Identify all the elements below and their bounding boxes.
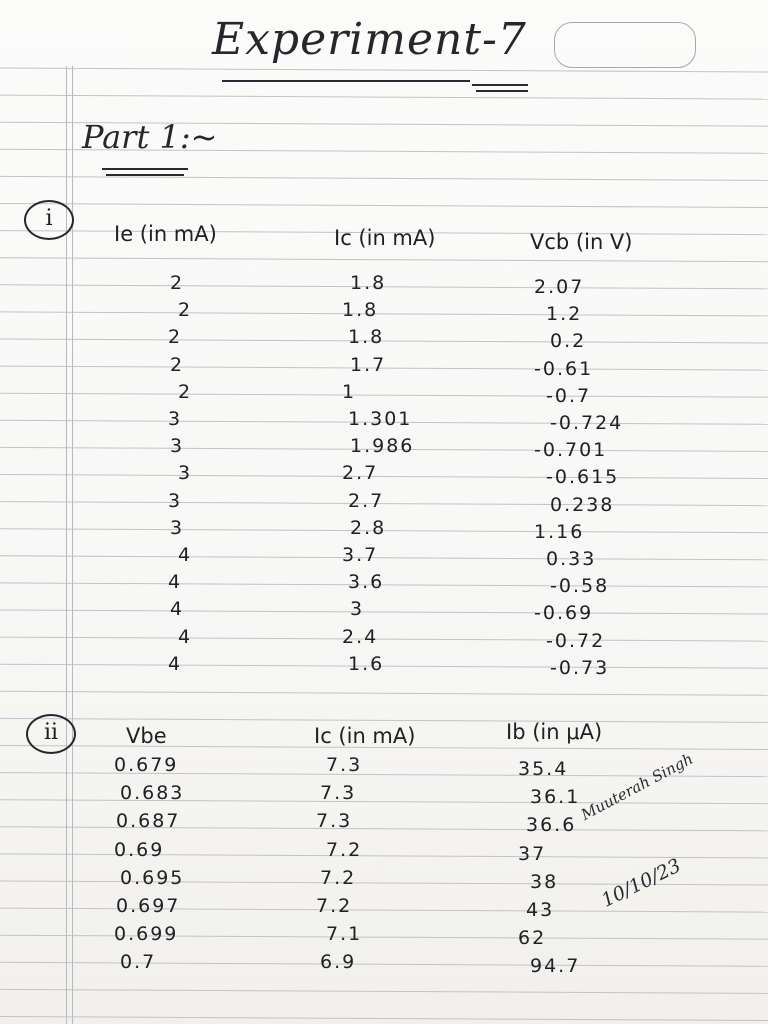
table-cell: 3.7 [342,544,379,566]
table-cell: 7.3 [320,782,357,805]
table-cell: 0.2 [550,330,587,353]
rule-line [0,176,768,180]
table-cell: 1.986 [350,435,415,458]
header-vcb: Vcb (in V) [530,230,633,254]
table-cell: 3 [168,408,183,430]
table-cell: -0.69 [534,602,594,625]
table-cell: 0.699 [114,923,179,946]
table-cell: 0.679 [114,754,179,776]
table-cell: 2 [168,326,183,349]
section-marker-ii: ii [26,714,76,754]
table-cell: 2 [178,299,193,322]
table-cell: -0.72 [546,629,606,652]
table-cell: 3 [178,462,193,485]
title-underline [222,80,470,82]
table-cell: 4 [168,652,183,675]
rule-line [0,475,768,479]
rule-line [0,95,768,99]
table-cell: 1.2 [546,303,583,326]
table-cell: 4 [168,571,183,594]
table-cell: 1.301 [348,408,413,430]
table-cell: -0.701 [534,439,608,462]
rule-line [0,68,768,72]
table-cell: 3.6 [348,571,385,594]
table-cell: 4 [170,598,185,621]
table-cell: 0.697 [116,895,181,917]
table-cell: 7.2 [316,895,353,917]
rule-line [0,718,768,722]
table-cell: 4 [178,544,193,566]
table-cell: 2.7 [342,462,379,485]
table-cell: -0.61 [534,357,594,380]
rule-line [0,312,768,316]
table-cell: 0.683 [120,782,185,805]
table-cell: 7.2 [326,838,363,861]
table-cell: 2.4 [342,625,379,648]
rule-line [0,258,768,262]
page-title: Experiment-7 [212,14,527,65]
table-cell: 2 [170,353,185,376]
table-cell: 1.6 [348,652,385,675]
rule-line [0,204,768,208]
table-cell: 37 [518,842,547,865]
table-cell: -0.58 [550,575,610,598]
table-cell: 0.238 [550,493,615,516]
rule-line [0,962,768,966]
header-vbe: Vbe [126,724,167,748]
table-cell: 2 [178,380,193,403]
table-cell: 36.6 [526,814,577,837]
table-cell: 1 [342,380,357,403]
rule-line [0,393,768,397]
part-underline-2 [106,174,184,176]
margin-line-2 [72,66,73,1024]
table-cell: 3 [168,489,183,512]
table-cell: 3 [170,435,185,458]
table-cell: 3 [350,598,365,621]
header-ic: Ic (in mA) [334,226,436,250]
section-marker-i: i [24,200,74,240]
title-underline-3 [476,90,528,92]
table-cell: 43 [526,899,555,921]
part-underline [102,168,188,170]
table-cell: 3 [170,516,185,539]
header-ie: Ie (in mA) [114,222,217,246]
table-cell: 2.8 [350,516,387,539]
date-stamp-box [554,22,696,68]
rule-line [0,800,768,804]
table-cell: 7.1 [326,923,363,946]
table-cell: 7.3 [316,810,353,833]
table-cell: 94.7 [530,955,581,978]
table-cell: 36.1 [530,786,581,809]
rule-line [0,610,768,614]
rule-line [0,989,768,993]
header-ic-2: Ic (in mA) [314,724,416,748]
table-cell: 1.8 [350,272,387,294]
table-cell: 35.4 [518,758,569,780]
table-cell: -0.73 [550,656,610,679]
table-cell: 4 [178,625,193,648]
table-cell: 2 [170,272,185,294]
table-cell: 0.7 [120,951,157,974]
title-underline-2 [472,84,528,86]
table-cell: -0.724 [550,412,624,434]
table-cell: 1.16 [534,520,585,543]
rule-line [0,556,768,560]
rule-line [0,1017,768,1021]
table-cell: 38 [530,870,559,893]
table-cell: 6.9 [320,951,357,974]
table-cell: 7.3 [326,754,363,776]
table-cell: 0.687 [116,810,181,833]
table-cell: 2.7 [348,489,385,512]
signature: Muuterah Singh [578,749,697,824]
table-cell: 2.07 [534,276,585,298]
table-cell: -0.7 [546,384,592,407]
table-cell: 0.69 [114,838,165,861]
table-cell: 62 [518,927,547,950]
header-ib: Ib (in μA) [506,720,603,744]
rule-line [0,637,768,641]
part-label: Part 1:~ [82,118,218,156]
table-cell: -0.615 [546,466,620,489]
rule-line [0,691,768,695]
table-cell: 1.7 [350,353,387,376]
table-cell: 0.33 [546,548,597,570]
table-cell: 1.8 [342,299,379,322]
signature-date: 10/10/23 [598,854,685,912]
table-cell: 1.8 [348,326,385,349]
table-cell: 7.2 [320,866,357,889]
table-cell: 0.695 [120,866,185,889]
